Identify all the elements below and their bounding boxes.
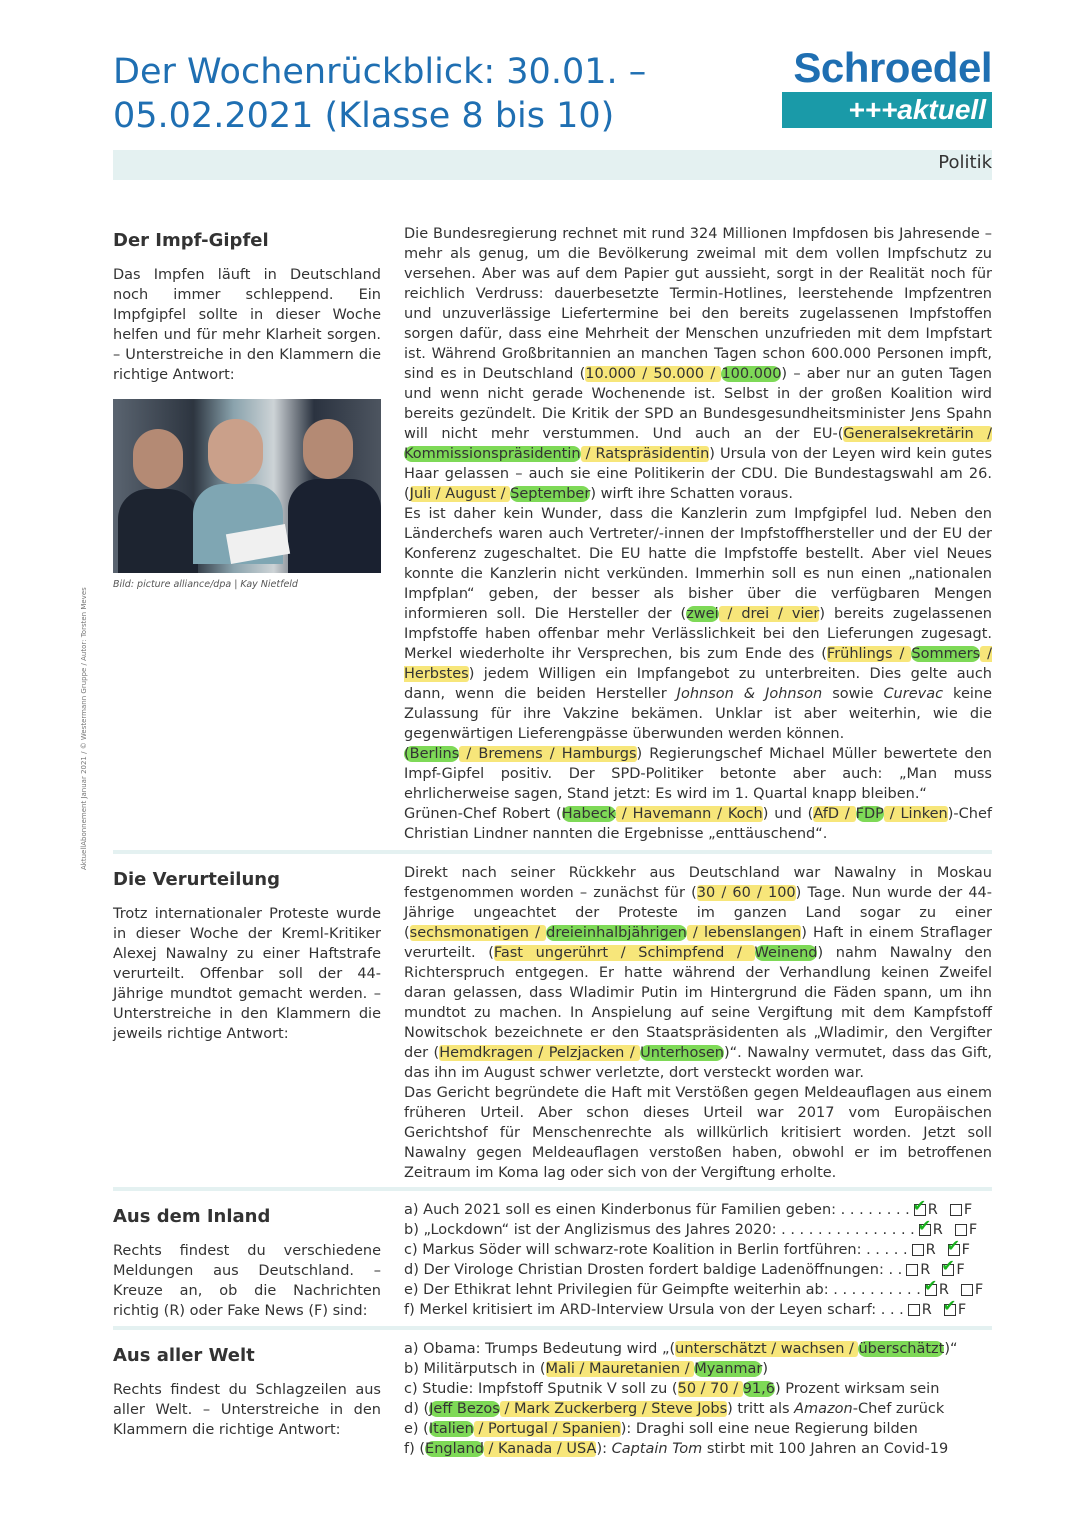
r-label: R [920, 1262, 931, 1278]
quiz-dots: . . [888, 1262, 903, 1278]
answer-option[interactable]: Frühlings / [826, 646, 912, 662]
logo-tagline: +++aktuell [782, 92, 992, 128]
list-item: d) (Jeff Bezos / Mark Zuckerberg / Steve Jobs) tritt als Amazon-Chef zurück [404, 1401, 945, 1417]
section-heading: Aus dem Inland [113, 1206, 271, 1227]
check-icon: ✔ [923, 1276, 938, 1295]
answer-option[interactable]: 30 / 60 / 100 [696, 885, 796, 901]
list-item: c) Studie: Impfstoff Sputnik V soll zu (50 / 70 / 91,6) Prozent wirksam sein [404, 1381, 940, 1397]
quiz-dots: . . . . . . . . [840, 1202, 910, 1218]
quiz-row [404, 1236, 992, 1260]
check-icon: ✔ [912, 1196, 927, 1215]
answer-option-selected[interactable]: überschätzt [858, 1341, 945, 1357]
checkbox-f[interactable] [961, 1284, 973, 1296]
quiz-dots: . . . [880, 1302, 904, 1318]
r-label: R [925, 1242, 936, 1258]
f-label: F [974, 1282, 984, 1298]
checkbox-r[interactable] [912, 1196, 927, 1216]
section-intro: Rechts findest du Schlagzeilen aus aller Welt. – Unterstreiche in den Klammern die richtige Antwort: [113, 1382, 381, 1438]
photo-caption: Bild: picture alliance/dpa | Kay Nietfeld [113, 579, 298, 590]
quiz-row [404, 1216, 992, 1240]
publisher-logo [782, 46, 992, 128]
section-text: Die Bundesregierung rechnet mit rund 324 Millionen Impfdosen bis Jahresende – mehr als genug, um die Bevölkerung zweimal mit dem vollen Impfschutz zu versehen. Aber was auf dem Papier gut aussieht, sorgt in der Realität noch für reichlich Verdruss: dauerbesetzte Termin-Hotlines, leerstehende Impfzentren und unzuverlässige Liefertermine bei den bereits zugelassenen Impfstoffen sorgen dafür, dass eine Mehrheit der Menschen unzufrieden mit dem Impfstart ist. Während Großbritannien an manchen Tagen schon 600.000 Personen impft, sind es in Deutschland (10.000 / 50.000 / 100.000) – aber nur an guten Tagen und wenn nicht gerade Wochenende ist. Selbst in der großen Koalition wird bereits gezündelt. Die Kritik der SPD an Bundesgesundheitsminister Jens Spahn will nicht mehr verstummen. Und auch an der EU-(Generalsekretärin / Kommissionspräsidentin / Ratspräsidentin) Ursula von der Leyen wird kein gutes Haar gelassen – auch sie eine Politikerin der CDU. Die Bundestagswahl am 26. (Juli / August / September) wirft ihre Schatten voraus. Es ist daher kein Wunder, dass die Kanzlerin zum Impfgipfel lud. Neben den Länderchefs waren auch Vertreter/-innen der Impfstoffhersteller und der EU der Konferenz zugeschaltet. Die EU hatte die Impfstoffe bestellt. Aber viel Neues konnte die Kanzlerin nicht verkünden. Immerhin soll es nun einen „nationalen Impfplan“ geben, der besser als bisher über die verfügbaren Mengen informieren soll. Die Hersteller der (zwei / drei / vier) bereits zugelassenen Impfstoffe haben offenbar mehr Verlässlichkeit bei den Lieferungen zugesagt. Merkel wiederholte ihr Versprechen, bis zum Ende des (Frühlings / Sommers / Herbstes) jedem Willigen ein Impfangebot zu unterbreiten. Dies gelte auch dann, wenn die beiden Hersteller Johnson & Johnson sowie Curevac keine Zulassung für ihre Vakzine bekämen. Unklar ist aber weiterhin, wie die gegenwärtigen Lieferengpässe überwunden werden können. (Berlins / Bremens / Hamburgs) Regierungschef Michael Müller bewertete den Impf-Gipfel positiv. Der SPD-Politiker betonte aber auch: „Man muss ehrlicherweise sagen, Stand jetzt: Es wird im 1. Quartal knapp bleiben.“ Grünen-Chef Robert (Habeck / Havemann / Koch) und (AfD / FDP / Linken)-Chef Christian Lindner nannten die Ergebnisse „enttäuschend“. [404, 226, 993, 842]
f-label: F [956, 1262, 965, 1278]
answer-option[interactable]: Mali / Mauretanien / [545, 1361, 695, 1377]
f-label: F [963, 1202, 973, 1218]
answer-option-selected[interactable]: England [425, 1441, 484, 1457]
answer-option[interactable]: Juli / August / [409, 486, 511, 502]
quiz-statement: b) „Lockdown“ ist der Anglizismus des Jahres 2020: [404, 1222, 777, 1238]
f-label: F [961, 1242, 970, 1258]
quiz-dots: . . . . . . . . . . . . . . . [781, 1222, 915, 1238]
answer-option-selected[interactable]: Kommissionspräsidentin [404, 446, 581, 462]
checkbox-f[interactable] [941, 1256, 955, 1276]
answer-option[interactable]: / Bremens / Hamburgs [459, 746, 637, 762]
answer-option[interactable]: / Herbstes [404, 646, 992, 682]
check-icon: ✔ [917, 1216, 932, 1235]
answer-option[interactable]: / Mark Zuckerberg / Steve Jobs [499, 1401, 728, 1417]
quiz-statement: e) Der Ethikrat lehnt Privilegien für Geimpfte weiterhin ab: [404, 1282, 829, 1298]
checkbox-r[interactable] [908, 1304, 920, 1316]
quiz-statement: d) Der Virologe Christian Drosten fordert baldige Ladenöffnungen: [404, 1262, 884, 1278]
f-label: F [968, 1222, 978, 1238]
answer-option[interactable]: / Ratspräsidentin [580, 446, 710, 462]
section-intro: Trotz internationaler Proteste wurde in dieser Woche der Kreml-Kritiker Alexej Nawalny zu einer Haftstrafe verurteilt. Offenbar soll der 44-Jährige mundtot gemacht werden. – Unterstreiche in den Klammern die jeweils richtige Antwort: [113, 906, 381, 1042]
answer-option-selected[interactable]: Italien [428, 1421, 474, 1437]
answer-option-selected[interactable]: 100.000 [721, 366, 782, 382]
answer-option-selected[interactable]: zwei [686, 606, 719, 622]
answer-option-selected[interactable]: Weinend [754, 945, 818, 961]
checkbox-r[interactable] [917, 1216, 932, 1236]
quiz-list [404, 1196, 992, 1320]
checkbox-f[interactable] [950, 1204, 962, 1216]
header-band [113, 150, 992, 180]
answer-option[interactable]: / Linken [883, 806, 948, 822]
r-label: R [921, 1302, 932, 1318]
quiz-row [404, 1296, 992, 1320]
answer-option-selected[interactable]: 91,6 [742, 1381, 775, 1397]
list-item: e) (Italien / Portugal / Spanien): Draghi soll eine neue Regierung bilden [404, 1421, 918, 1437]
answer-option-selected[interactable]: Jeff Bezos [429, 1401, 500, 1417]
section-heading: Die Verurteilung [113, 869, 280, 890]
section-heading: Aus aller Welt [113, 1345, 255, 1366]
answer-option[interactable]: Generalsekretärin / [843, 426, 992, 442]
checkbox-r[interactable] [912, 1244, 924, 1256]
answer-option[interactable]: Fast ungerührt / Schimpfend / [493, 945, 755, 961]
quiz-dots: . . . . . . . . . . [833, 1282, 921, 1298]
answer-option[interactable]: Hemdkragen / Pelzjacken / [439, 1045, 641, 1061]
answer-option-selected[interactable]: (Berlins [404, 746, 460, 762]
checkbox-r[interactable] [923, 1276, 938, 1296]
answer-option-selected[interactable]: Myanmar [694, 1361, 763, 1377]
answer-option-selected[interactable]: Unterhosen [640, 1045, 724, 1061]
check-icon: ✔ [942, 1296, 957, 1315]
quiz-statement: a) Auch 2021 soll es einen Kinderbonus für Familien geben: [404, 1202, 837, 1218]
quiz-statement: c) Markus Söder will schwarz-rote Koalition in Berlin fortführen: [404, 1242, 862, 1258]
answer-option[interactable]: / Kanada / USA [483, 1441, 597, 1457]
quiz-row [404, 1256, 992, 1280]
answer-option-selected[interactable]: FDP [855, 806, 884, 822]
quiz-row [404, 1196, 992, 1220]
checkbox-f[interactable] [955, 1224, 967, 1236]
section-divider [113, 1187, 992, 1191]
news-photo [113, 399, 381, 573]
section-text: Direkt nach seiner Rückkehr aus Deutschland war Nawalny in Moskau festgenommen worden – zunächst für (30 / 60 / 100) Tage. Nun wurde der 44-Jährige ungeachtet der Proteste im ganzen Land sogar zu einer (sechsmonatigen / dreieinhalbjährigen / lebenslangen) Haft in einem Straflager verurteilt. (Fast ungerührt / Schimpfend / Weinend) nahm Nawalny den Richterspruch entgegen. Er hatte während der Verhandlung keinen Zweifel daran gelassen, dass Wladimir Putin im Hintergrund die Fäden spann, um ihn mundtot zu machen. In Anspielung auf seine Vergiftung mit dem Kampfstoff Nowitschok bezeichnete er den Staatspräsidenten als „Wladimir, den Vergifter der (Hemdkragen / Pelzjacken / Unterhosen)“. Nawalny vermutet, dass das Gift, das ihn im August schwer verletzte, dort versteckt worden war. Das Gericht begründete die Haft mit Verstößen gegen Meldeauflagen aus einem früheren Urteil. Aber schon dieses Urteil war 2017 vom Europäischen Gerichtshof für Menschenrechte als willkürlich kritisiert worden. Jetzt soll Nawalny gegen Meldeauflagen verstoßen haben, obwohl er im betroffenen Zeitraum im Koma lag oder sich von der Vergiftung erholte. [404, 865, 993, 1181]
section-divider [113, 1326, 992, 1330]
section-divider [113, 850, 992, 854]
quiz-statement: f) Merkel kritisiert im ARD-Interview Ursula von der Leyen scharf: [404, 1302, 877, 1318]
answer-option[interactable]: / lebenslangen [686, 925, 802, 941]
answer-option-selected[interactable]: September [510, 486, 591, 502]
page-title: Der Wochenrückblick: 30.01. – 05.02.2021 (Klasse 8 bis 10) [113, 52, 647, 136]
checkbox-f[interactable] [942, 1296, 957, 1316]
answer-option[interactable]: sechsmonatigen / [409, 925, 547, 941]
answer-option-selected[interactable]: Sommers [911, 646, 981, 662]
headline-list [404, 1339, 992, 1459]
answer-option[interactable]: / drei / vier [718, 606, 820, 622]
answer-option-selected[interactable]: dreieinhalbjährigen [546, 925, 687, 941]
answer-option-selected[interactable]: Habeck [561, 806, 616, 822]
list-item: f) (England / Kanada / USA): Captain Tom stirbt mit 100 Jahren an Covid-19 [404, 1441, 949, 1457]
check-icon: ✔ [946, 1236, 961, 1255]
checkbox-r[interactable] [906, 1264, 918, 1276]
r-label: R [938, 1282, 949, 1298]
answer-option[interactable]: 50 / 70 / [677, 1381, 743, 1397]
sidebar-credit: AktuellAbonnement Januar 2021 / © Westermann Gruppe / Autor: Torsten Meves [80, 587, 88, 870]
list-item: a) Obama: Trumps Bedeutung wird „(unterschätzt / wachsen / überschätzt)“ [404, 1341, 958, 1357]
answer-option[interactable]: unterschätzt / wachsen / [675, 1341, 859, 1357]
quiz-row [404, 1276, 992, 1300]
section-intro: Das Impfen läuft in Deutschland noch immer schleppend. Ein Impfgipfel sollte in dieser Woche helfen und für mehr Klarheit sorgen. – Unterstreiche in den Klammern die richtige Antwort: [113, 267, 381, 383]
r-label: R [932, 1222, 943, 1238]
logo-name: Schroedel [793, 44, 992, 91]
section-heading: Der Impf-Gipfel [113, 230, 269, 251]
list-item: b) Militärputsch in (Mali / Mauretanien / Myanmar) [404, 1361, 769, 1377]
check-icon: ✔ [941, 1256, 955, 1275]
checkbox-f[interactable] [946, 1236, 961, 1256]
f-label: F [957, 1302, 967, 1318]
section-intro: Rechts findest du verschiedene Meldungen aus Deutschland. – Kreuze an, ob die Nachrichten richtig (R) oder Fake News (F) sind: [113, 1243, 381, 1319]
r-label: R [927, 1202, 938, 1218]
answer-option[interactable]: AfD / [813, 806, 856, 822]
answer-option[interactable]: 10.000 / 50.000 / [585, 366, 722, 382]
answer-option[interactable]: / Havemann / Koch [616, 806, 763, 822]
topic-label: Politik [938, 152, 992, 173]
answer-option[interactable]: / Portugal / Spanien [473, 1421, 621, 1437]
quiz-dots: . . . . . [866, 1242, 908, 1258]
